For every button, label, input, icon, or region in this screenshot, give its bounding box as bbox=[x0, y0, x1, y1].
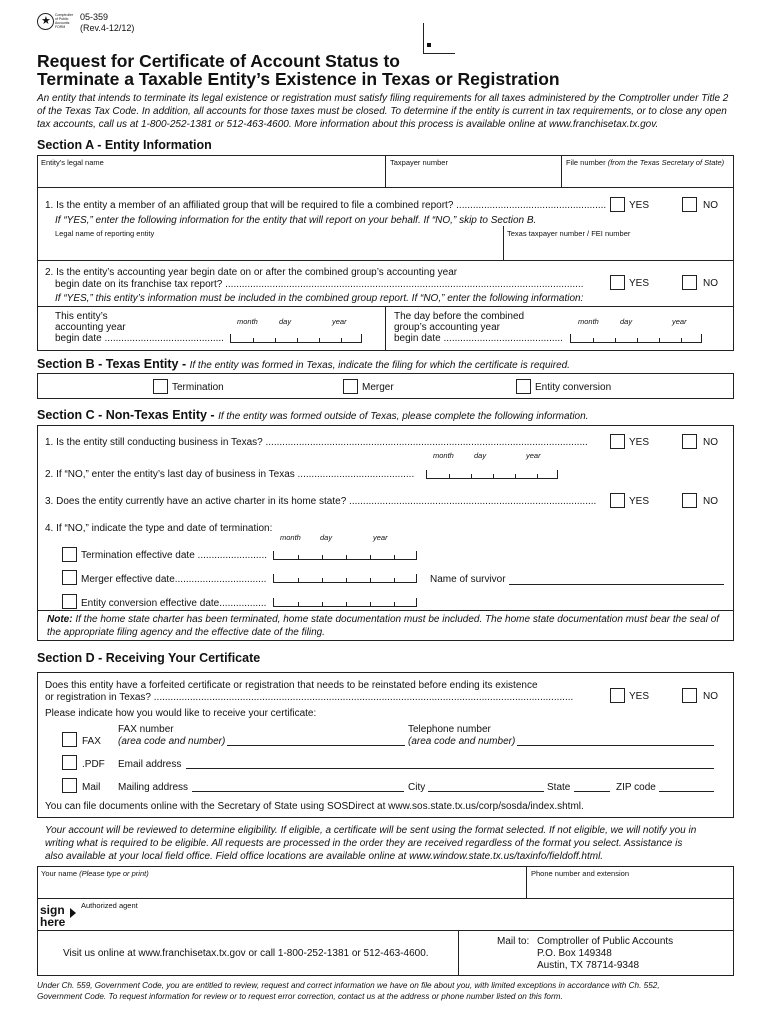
entity-year-label: This entity’s bbox=[55, 311, 108, 322]
mailing-address-input[interactable] bbox=[192, 791, 404, 792]
fei-number-label: Texas taxpayer number / FEI number bbox=[507, 229, 631, 238]
city-input[interactable] bbox=[428, 791, 544, 792]
group-year-label: begin date ........................................... bbox=[394, 333, 563, 344]
intro-text: tax accounts, call us at 1-800-252-1381 or 512-463-4600. More information about this process is available online at www.franchisetax.tx.gov. bbox=[37, 119, 659, 130]
month-label: month bbox=[280, 533, 301, 542]
section-c-note bbox=[47, 614, 719, 625]
review-text: writing what is required to be eligible. All requests are processed in the order they are received regardless of the format you select. Assistance is bbox=[45, 838, 683, 849]
reporting-entity-input[interactable] bbox=[55, 240, 498, 257]
pdf-checkbox[interactable] bbox=[62, 755, 77, 770]
yes-label: YES bbox=[629, 437, 650, 448]
day-label: day bbox=[279, 317, 292, 326]
divider bbox=[37, 898, 734, 899]
section-a-q1-yes-checkbox[interactable] bbox=[610, 197, 625, 212]
yes-label: YES bbox=[629, 278, 650, 289]
section-c-q3-yes-checkbox[interactable] bbox=[610, 493, 625, 508]
entity-conversion-checkbox[interactable] bbox=[516, 379, 531, 394]
section-d-title: Section D - Receiving Your Certificate bbox=[37, 651, 261, 665]
section-c-question-4: 4. If “NO,” indicate the type and date of termination: bbox=[45, 523, 273, 534]
mailing-address-label: Mailing address bbox=[118, 782, 189, 793]
section-d-question: Does this entity have a forfeited certificate or registration that needs to be reinstated before ending its existence bbox=[45, 680, 538, 691]
section-c-question-3: 3. Does the entity currently have an active charter in its home state? ......................................................................................... bbox=[45, 496, 597, 507]
section-c-title bbox=[37, 408, 588, 422]
merger-label: Merger bbox=[362, 382, 394, 393]
no-label: NO bbox=[703, 496, 718, 507]
file-number-note: (from the Texas Secretary of State) bbox=[607, 158, 725, 167]
divider bbox=[385, 306, 386, 351]
section-d-no-checkbox[interactable] bbox=[682, 688, 697, 703]
sign-here-label: here bbox=[40, 915, 66, 929]
entity-conversion-label: Entity conversion bbox=[535, 382, 612, 393]
legal-name-label: Entity’s legal name bbox=[41, 158, 104, 167]
note-text: If the home state charter has been terminated, home state documentation must be included. The home state documentation must bear the seal of bbox=[72, 614, 720, 625]
arrow-right-icon bbox=[70, 908, 76, 918]
review-text: Your account will be reviewed to determine eligibility. If eligible, a certificate will be sent using the format selected. If not eligible, we will notify you in bbox=[45, 825, 697, 836]
entity-year-label: begin date ........................................... bbox=[55, 333, 224, 344]
state-input[interactable] bbox=[574, 791, 610, 792]
last-business-day-input[interactable] bbox=[426, 470, 558, 479]
month-label: month bbox=[237, 317, 258, 326]
no-label: NO bbox=[703, 278, 718, 289]
month-label: month bbox=[433, 451, 454, 460]
day-label: day bbox=[474, 451, 487, 460]
your-name-input[interactable] bbox=[39, 878, 524, 896]
note-label: Note: bbox=[47, 614, 73, 625]
email-input[interactable] bbox=[186, 768, 714, 769]
telephone-input[interactable] bbox=[517, 745, 714, 746]
section-a-q1-note: If “YES,” enter the following information for the entity that will report on your behalf. If “NO,” skip to Section B. bbox=[55, 215, 537, 226]
divider bbox=[503, 226, 504, 260]
divider bbox=[458, 930, 459, 976]
year-label: year bbox=[526, 451, 541, 460]
sign-here-label: sign bbox=[40, 903, 65, 917]
section-a-question-2: begin date on its franchise tax report? ................................................................................................................................. bbox=[55, 279, 584, 290]
section-c-note: the appropriate filing agency and the effective date of the filing. bbox=[47, 627, 325, 638]
divider bbox=[37, 260, 734, 261]
day-label: day bbox=[620, 317, 633, 326]
entity-year-begin-date-input[interactable] bbox=[230, 334, 362, 343]
section-c-q1-no-checkbox[interactable] bbox=[682, 434, 697, 449]
taxpayer-number-input[interactable] bbox=[387, 168, 559, 185]
termination-effective-checkbox[interactable] bbox=[62, 547, 77, 562]
section-c-question-2: 2. If “NO,” enter the entity’s last day of business in Texas .......................................... bbox=[45, 469, 415, 480]
divider bbox=[526, 866, 527, 898]
section-a-q2-note: If “YES,” this entity’s information must be included in the combined group report. If “NO,” enter the following information: bbox=[55, 293, 584, 304]
your-name-label bbox=[41, 869, 149, 878]
year-label: year bbox=[672, 317, 687, 326]
section-a-q1-no-checkbox[interactable] bbox=[682, 197, 697, 212]
form-revision: (Rev.4-12/12) bbox=[80, 23, 135, 33]
telephone-hint: (area code and number) bbox=[408, 736, 516, 747]
merger-effective-date-input[interactable] bbox=[273, 574, 417, 583]
your-name-label-text: Your name bbox=[41, 869, 77, 878]
section-a-question-1: 1. Is the entity a member of an affiliated group that will be required to file a combined report? ...................................................... bbox=[45, 200, 607, 211]
zip-input[interactable] bbox=[659, 791, 714, 792]
conversion-effective-date-input[interactable] bbox=[273, 598, 417, 607]
day-label: day bbox=[320, 533, 333, 542]
fax-number-label: FAX number bbox=[118, 724, 174, 735]
section-c-question-1: 1. Is the entity still conducting business in Texas? .................................................................................................................... bbox=[45, 437, 588, 448]
group-year-label: group’s accounting year bbox=[394, 322, 500, 333]
no-label: NO bbox=[703, 691, 718, 702]
section-a-q2-no-checkbox[interactable] bbox=[682, 275, 697, 290]
intro-text: of the Texas Tax Code. In addition, all accounts for those taxes must be closed. To determine if the entity is current in tax requirements, or to close any open bbox=[37, 106, 727, 117]
section-c-title-text: Section C - Non-Texas Entity - bbox=[37, 408, 215, 422]
file-number-label bbox=[566, 158, 724, 167]
state-label: State bbox=[547, 782, 571, 793]
corner-mark bbox=[423, 53, 455, 54]
zip-label: ZIP code bbox=[616, 782, 656, 793]
mail-address-line: Comptroller of Public Accounts bbox=[537, 936, 674, 947]
group-year-begin-date-input[interactable] bbox=[570, 334, 702, 343]
year-label: year bbox=[373, 533, 388, 542]
section-c-subtitle: If the entity was formed outside of Texas, please complete the following information. bbox=[218, 411, 589, 422]
name-of-survivor-input[interactable] bbox=[509, 584, 724, 585]
page-title: Terminate a Taxable Entity’s Existence in Texas or Registration bbox=[37, 69, 560, 89]
divider bbox=[385, 155, 386, 187]
reporting-entity-label: Legal name of reporting entity bbox=[55, 229, 155, 238]
page-title: Request for Certificate of Account Status to bbox=[37, 51, 400, 71]
agency-seal-text: Comptroller of Public Accounts FORM bbox=[55, 13, 74, 29]
taxpayer-number-label: Taxpayer number bbox=[390, 158, 448, 167]
fei-number-input[interactable] bbox=[505, 240, 732, 257]
privacy-notice: Government Code. To request information for review or to request error correction, contact us at the address or phone number listed on this form. bbox=[37, 992, 563, 1001]
legal-name-input[interactable] bbox=[39, 168, 383, 185]
mail-checkbox[interactable] bbox=[62, 778, 77, 793]
section-b-title bbox=[37, 357, 570, 371]
city-label: City bbox=[408, 782, 426, 793]
authorized-agent-signature-input[interactable] bbox=[80, 910, 730, 928]
your-name-note: (Please type or print) bbox=[79, 869, 149, 878]
divider bbox=[37, 930, 734, 931]
phone-extension-label: Phone number and extension bbox=[531, 869, 629, 878]
month-label: month bbox=[578, 317, 599, 326]
email-label: Email address bbox=[118, 759, 182, 770]
section-a-q2-yes-checkbox[interactable] bbox=[610, 275, 625, 290]
pdf-label: .PDF bbox=[82, 759, 105, 770]
section-b-subtitle: If the entity was formed in Texas, indicate the filing for which the certificate is required. bbox=[189, 360, 570, 371]
yes-label: YES bbox=[629, 200, 650, 211]
merger-checkbox[interactable] bbox=[343, 379, 358, 394]
fax-checkbox[interactable] bbox=[62, 732, 77, 747]
authorized-agent-label: Authorized agent bbox=[81, 901, 138, 910]
form-number: 05-359 bbox=[80, 12, 109, 22]
mail-label: Mail bbox=[82, 782, 101, 793]
name-of-survivor-label: Name of survivor bbox=[430, 574, 506, 585]
intro-text: An entity that intends to terminate its legal existence or registration must satisfy filing requirements for all taxes administered by the Comptroller under Title 2 bbox=[37, 93, 729, 104]
termination-label: Termination bbox=[172, 382, 224, 393]
yes-label: YES bbox=[629, 691, 650, 702]
section-d-question: or registration in Texas? ....................................................................................................................................................... bbox=[45, 692, 574, 703]
termination-effective-date-input[interactable] bbox=[273, 551, 417, 560]
mail-address-line: P.O. Box 149348 bbox=[537, 948, 612, 959]
entity-year-label: accounting year bbox=[55, 322, 126, 333]
file-number-input[interactable] bbox=[563, 168, 732, 185]
merger-effective-label: Merger effective date................................. bbox=[81, 574, 267, 585]
corner-dot bbox=[427, 43, 431, 47]
termination-effective-label: Termination effective date ......................... bbox=[81, 550, 268, 561]
no-label: NO bbox=[703, 437, 718, 448]
review-text: also available at your local field office. Field office locations are available online at www.window.state.tx.us/taxinfo/fieldoff.html. bbox=[45, 851, 604, 862]
section-b-title-text: Section B - Texas Entity - bbox=[37, 357, 187, 371]
phone-extension-input[interactable] bbox=[528, 878, 732, 896]
telephone-label: Telephone number bbox=[408, 724, 491, 735]
receive-certificate-label: Please indicate how you would like to receive your certificate: bbox=[45, 708, 317, 719]
section-a-question-2: 2. Is the entity’s accounting year begin date on or after the combined group’s accounting year bbox=[45, 267, 458, 278]
visit-online-text: Visit us online at www.franchisetax.tx.gov or call 1-800-252-1381 or 512-463-4600. bbox=[63, 948, 429, 959]
star-icon: ★ bbox=[41, 15, 51, 27]
corner-mark bbox=[423, 23, 424, 53]
sosdirect-note: You can file documents online with the Secretary of State using SOSDirect at www.sos.state.tx.us/corp/sosda/index.shtml. bbox=[45, 801, 584, 812]
group-year-label: The day before the combined bbox=[394, 311, 525, 322]
section-c-q3-no-checkbox[interactable] bbox=[682, 493, 697, 508]
yes-label: YES bbox=[629, 496, 650, 507]
section-a-title: Section A - Entity Information bbox=[37, 138, 212, 152]
file-number-label-text: File number bbox=[566, 158, 606, 167]
mail-address-line: Austin, TX 78714-9348 bbox=[537, 960, 640, 971]
divider bbox=[37, 610, 734, 611]
conversion-effective-label: Entity conversion effective date................. bbox=[81, 598, 267, 609]
fax-number-input[interactable] bbox=[227, 745, 405, 746]
divider bbox=[561, 155, 562, 187]
conversion-effective-checkbox[interactable] bbox=[62, 594, 77, 609]
privacy-notice: Under Ch. 559, Government Code, you are entitled to review, request and correct information we have on file about you, with limited exceptions in accordance with Ch. 552, bbox=[37, 981, 660, 990]
termination-checkbox[interactable] bbox=[153, 379, 168, 394]
divider bbox=[37, 187, 734, 188]
section-d-yes-checkbox[interactable] bbox=[610, 688, 625, 703]
section-c-q1-yes-checkbox[interactable] bbox=[610, 434, 625, 449]
mail-to-label: Mail to: bbox=[497, 936, 530, 947]
fax-label: FAX bbox=[82, 736, 101, 747]
year-label: year bbox=[332, 317, 347, 326]
merger-effective-checkbox[interactable] bbox=[62, 570, 77, 585]
fax-number-hint: (area code and number) bbox=[118, 736, 226, 747]
no-label: NO bbox=[703, 200, 718, 211]
